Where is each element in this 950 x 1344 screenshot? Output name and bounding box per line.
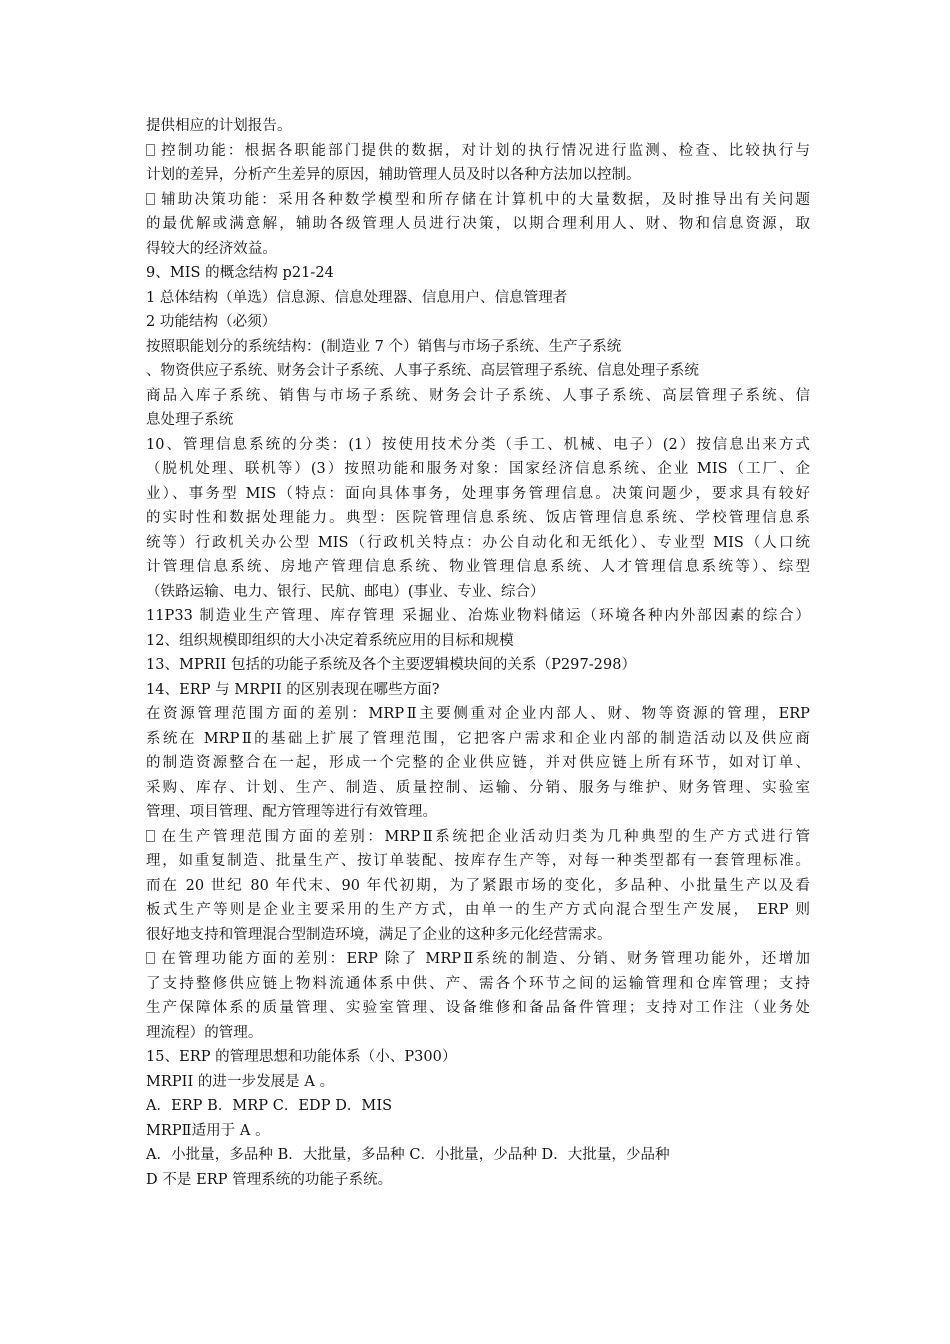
text-line (146, 1021, 810, 1046)
text-line-content: 采购、库存、计划、生产、制造、质量控制、运输、分销、服务与维护、财务管理、实验室 (146, 779, 810, 796)
text-line (146, 335, 810, 360)
text-line (146, 580, 810, 605)
text-line (146, 1143, 810, 1168)
text-line-content: 统等）行政机关办公型 MIS（行政机关特点：办公自动化和无纸化）、专业型 MIS（人口统 (146, 534, 810, 551)
text-line (146, 947, 810, 972)
text-line-content: 系统在 MRPⅡ的基础上扩展了管理范围，它把客户需求和企业内部的制造活动以及供应商 (146, 730, 810, 747)
text-line-content: 在生产管理范围方面的差别：MRPⅡ系统把企业活动归类为几种典型的生产方式进行管 (159, 828, 810, 845)
text-line (146, 555, 810, 580)
text-line (146, 408, 810, 433)
text-line-content: MRPⅡ适用于 A 。 (146, 1122, 270, 1139)
text-line-content: 10、管理信息系统的分类：(1）按使用技术分类（手工、机械、电子）(2）按信息出来方式 (146, 436, 810, 453)
text-line (146, 727, 810, 752)
text-line-content: 计划的差异，分析产生差异的原因，辅助管理人员及时以各种方法加以控制。 (146, 167, 641, 183)
text-line (146, 874, 810, 899)
text-line-content: 在管理功能方面的差别：ERP 除了 MRPⅡ系统的制造、分销、财务管理功能外，还增加 (159, 951, 810, 967)
text-line-content: 按照职能划分的系统结构：(制造业 7 个）销售与市场子系统、生产子系统 (146, 338, 622, 355)
text-line (146, 163, 810, 188)
text-line (146, 972, 810, 997)
bullet-box-icon (146, 830, 155, 842)
document-body (146, 114, 810, 1192)
text-line (146, 286, 810, 311)
text-line (146, 188, 810, 213)
text-line-content: 辅助决策功能：采用各种数学模型和所存储在计算机中的大量数据，及时推导出有关问题 (159, 191, 810, 208)
text-line-content: 提供相应的计划报告。 (146, 118, 292, 134)
text-line (146, 114, 810, 139)
text-line-content: 9、MIS 的概念结构 p21-24 (146, 265, 334, 281)
text-line-content: 理流程）的管理。 (146, 1024, 263, 1041)
text-line (146, 237, 810, 262)
text-line (146, 653, 810, 678)
text-line (146, 604, 810, 629)
text-line (146, 531, 810, 556)
text-line-content: 板式生产等则是企业主要采用的生产方式，由单一的生产方式向混合型生产发展， ERP 则 (146, 902, 810, 918)
text-line (146, 751, 810, 776)
text-line-content: 2 功能结构（必须） (146, 314, 277, 330)
text-line-content: A．小批量，多品种 B．大批量，多品种 C．小批量，少品种 D．大批量，少品种 (146, 1147, 670, 1163)
text-line (146, 776, 810, 801)
text-line (146, 384, 810, 409)
text-line-content: （铁路运输、电力、银行、民航、邮电）(事业、专业、综合） (146, 583, 545, 600)
text-line-content: 15、ERP 的管理思想和功能体系（小、P300） (146, 1049, 457, 1065)
text-line-content: MRPII 的进一步发展是 A 。 (146, 1073, 335, 1090)
text-line (146, 457, 810, 482)
text-line-content: 11P33 制造业生产管理、库存管理 采掘业、冶炼业物料储运（环境各种内外部因素的综合） (146, 608, 810, 624)
text-line-content: 了支持整修供应链上物料流通体系中供、产、需各个环节之间的运输管理和仓库管理；支持 (146, 975, 810, 992)
text-line (146, 139, 810, 164)
text-line (146, 849, 810, 874)
text-line (146, 825, 810, 850)
text-line-content: 在资源管理范围方面的差别：MRPⅡ主要侧重对企业内部人、财、物等资源的管理，ERP (146, 706, 810, 722)
text-line (146, 482, 810, 507)
text-line (146, 996, 810, 1021)
text-line (146, 1070, 810, 1095)
text-line (146, 310, 810, 335)
text-line-content: 商品入库子系统、销售与市场子系统、财务会计子系统、人事子系统、高层管理子系统、信 (146, 387, 810, 404)
text-line-content: 1 总体结构（单选）信息源、信息处理器、信息用户、信息管理者 (146, 289, 568, 306)
text-line-content: 得较大的经济效益。 (146, 240, 277, 257)
text-line-content: 13、MPRII 包括的功能子系统及各个主要逻辑模块间的关系（P297-298） (146, 657, 637, 673)
text-line (146, 702, 810, 727)
text-line-content: D 不是 ERP 管理系统的功能子系统。 (146, 1171, 393, 1188)
text-line (146, 678, 810, 703)
text-line (146, 629, 810, 654)
text-line-content: 的实时性和数据处理能力。典型：医院管理信息系统、饭店管理信息系统、学校管理信息系 (146, 510, 810, 526)
bullet-box-icon (146, 193, 155, 205)
text-line-content: 14、ERP 与 MRPII 的区别表现在哪些方面? (146, 681, 440, 698)
text-line (146, 1094, 810, 1119)
text-line-content: 的最优解或满意解，辅助各级管理人员进行决策，以期合理利用人、财、物和信息资源，取 (146, 216, 810, 232)
text-line (146, 1119, 810, 1144)
text-line (146, 433, 810, 458)
text-line-content: 生产保障体系的质量管理、实验室管理、设备维修和备品备件管理；支持对工作注（业务处 (146, 1000, 810, 1016)
text-line (146, 923, 810, 948)
text-line-content: 的制造资源整合在一起，形成一个完整的企业供应链，并对供应链上所有环节，如对订单、 (146, 755, 810, 771)
text-line-content: （脱机处理、联机等）(3）按照功能和服务对象：国家经济信息系统、企业 MIS（工厂、企 (146, 461, 810, 477)
text-line-content: 理，如重复制造、批量生产、按订单装配、按库存生产等，对每一种类型都有一套管理标准。 (146, 853, 810, 869)
text-line-content: A．ERP B．MRP C．EDP D．MIS (146, 1098, 393, 1114)
text-line-content: 息处理子系统 (146, 412, 234, 428)
text-line (146, 506, 810, 531)
text-line (146, 898, 810, 923)
bullet-box-icon (146, 952, 155, 964)
text-line (146, 800, 810, 825)
text-line-content: 很好地支持和管理混合型制造环境，满足了企业的这种多元化经营需求。 (146, 926, 612, 943)
text-line-content: 控制功能：根据各职能部门提供的数据，对计划的执行情况进行监测、检查、比较执行与 (159, 142, 810, 159)
text-line (146, 359, 810, 384)
bullet-box-icon (146, 144, 155, 156)
text-line-content: 业）、事务型 MIS（特点：面向具体事务，处理事务管理信息。决策问题少，要求具有较好 (146, 485, 810, 502)
text-line (146, 1045, 810, 1070)
text-line-content: 计管理信息系统、房地产管理信息系统、物业管理信息系统、人才管理信息系统等）、综型 (146, 559, 810, 575)
text-line (146, 1168, 810, 1193)
text-line (146, 261, 810, 286)
text-line-content: 12、组织规模即组织的大小决定着系统应用的目标和规模 (146, 632, 514, 649)
text-line (146, 212, 810, 237)
text-line-content: 管理、项目管理、配方管理等进行有效管理。 (146, 804, 437, 820)
text-line-content: 而在 20 世纪 80 年代末、90 年代初期，为了紧跟市场的变化，多品种、小批量生产以及看 (146, 877, 810, 894)
text-line-content: 、物资供应子系统、财务会计子系统、人事子系统、高层管理子系统、信息处理子系统 (146, 363, 699, 379)
